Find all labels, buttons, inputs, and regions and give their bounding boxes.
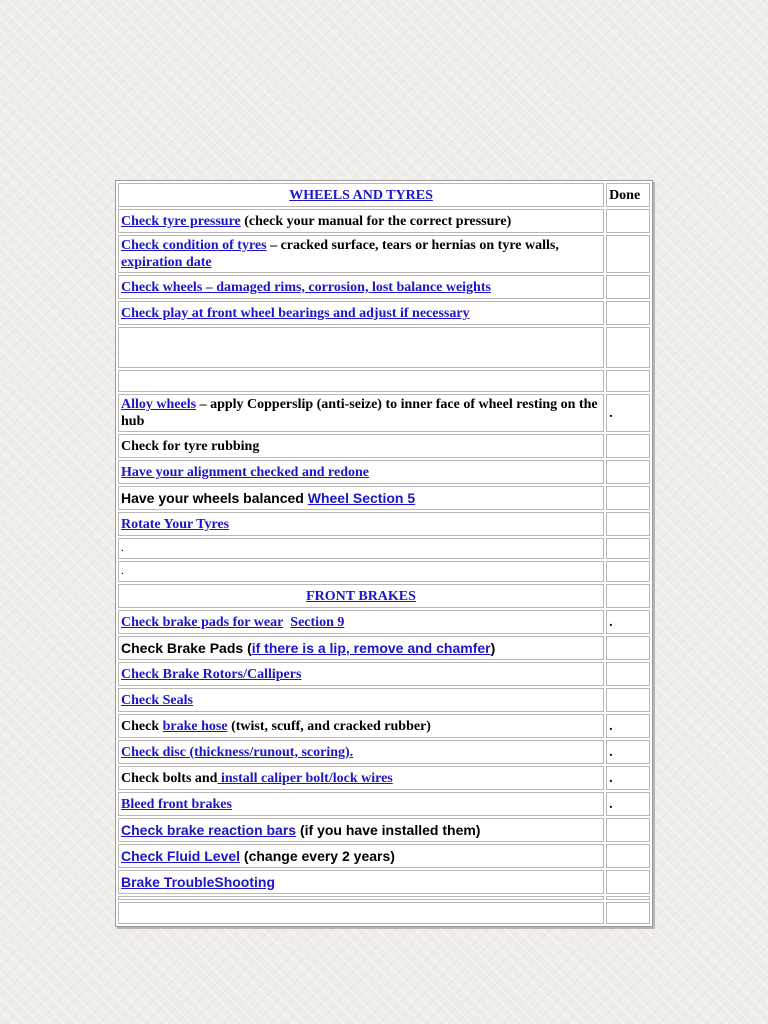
alignment-link[interactable]: Have your alignment checked and redone xyxy=(121,464,369,480)
row-text: (if you have installed them) xyxy=(296,821,481,838)
done-cell xyxy=(606,486,650,510)
done-cell xyxy=(606,512,650,536)
maintenance-checklist-table xyxy=(115,180,653,927)
done-cell xyxy=(606,896,650,900)
brake-rotors-callipers-link[interactable]: Check Brake Rotors/Callipers xyxy=(121,666,302,682)
empty-cell xyxy=(118,370,604,392)
done-cell xyxy=(606,235,650,273)
row-text: . xyxy=(118,561,604,582)
row-text: Check for tyre rubbing xyxy=(118,434,604,458)
table-row xyxy=(118,714,650,738)
row-text: (check your manual for the correct pressure) xyxy=(240,213,512,229)
check-front-wheel-bearings-link[interactable]: Check play at front wheel bearings and adjust if necessary xyxy=(121,305,470,321)
empty-cell xyxy=(118,896,604,900)
table-row xyxy=(118,870,650,894)
done-cell xyxy=(606,561,650,582)
row-text: – cracked surface, tears or hernias on tyre walls, xyxy=(266,238,559,253)
table-row-empty xyxy=(118,327,650,368)
row-text: . xyxy=(118,538,604,559)
done-cell xyxy=(606,636,650,660)
done-cell xyxy=(606,584,650,608)
check-brake-pads-link[interactable]: Check brake pads for wear xyxy=(121,614,284,630)
table-row xyxy=(118,844,650,868)
table-row xyxy=(118,512,650,536)
rotate-tyres-link[interactable]: Rotate Your Tyres xyxy=(121,516,230,532)
done-cell xyxy=(606,870,650,894)
table-row xyxy=(118,662,650,686)
table-row xyxy=(118,235,650,273)
table-row xyxy=(118,538,650,559)
table-row xyxy=(118,460,650,484)
front-brakes-heading[interactable]: FRONT BRAKES xyxy=(118,584,604,608)
row-text: Check Brake Pads ( xyxy=(121,639,252,656)
done-cell: . xyxy=(606,766,650,790)
check-disc-link[interactable]: Check disc (thickness/runout, scoring). xyxy=(121,744,354,760)
done-cell xyxy=(606,370,650,392)
brake-troubleshooting-link[interactable]: Brake TroubleShooting xyxy=(121,873,276,890)
done-cell xyxy=(606,460,650,484)
table-row xyxy=(118,636,650,660)
row-text: ) xyxy=(490,639,496,656)
table-row xyxy=(118,275,650,299)
row-text: (twist, scuff, and cracked rubber) xyxy=(227,718,431,734)
done-cell: . xyxy=(606,740,650,764)
table-header-row xyxy=(118,584,650,608)
table-row xyxy=(118,688,650,712)
table-row-empty xyxy=(118,896,650,900)
table-row xyxy=(118,740,650,764)
bleed-front-brakes-link[interactable]: Bleed front brakes xyxy=(121,796,232,812)
caliper-bolt-link[interactable]: install caliper bolt/lock wires xyxy=(217,770,393,786)
done-cell xyxy=(606,327,650,368)
done-cell xyxy=(606,844,650,868)
done-cell: . xyxy=(606,610,650,634)
empty-cell xyxy=(118,902,604,924)
row-text: Check bolts and xyxy=(121,770,218,786)
alloy-wheels-link[interactable]: Alloy wheels xyxy=(121,397,197,412)
table-row-empty xyxy=(118,370,650,392)
done-cell: . xyxy=(606,792,650,816)
done-column-heading: Done xyxy=(606,183,650,207)
table-row xyxy=(118,610,650,634)
wheel-section-5-link[interactable]: Wheel Section 5 xyxy=(307,489,416,506)
done-cell xyxy=(606,209,650,233)
done-cell xyxy=(606,275,650,299)
done-cell xyxy=(606,301,650,325)
row-text: Check xyxy=(121,718,163,734)
brake-hose-link[interactable]: brake hose xyxy=(162,718,228,734)
check-tyre-pressure-link[interactable]: Check tyre pressure xyxy=(121,213,241,229)
done-cell xyxy=(606,538,650,559)
section-9-link[interactable]: Section 9 xyxy=(290,614,345,630)
table-row xyxy=(118,766,650,790)
done-cell xyxy=(606,818,650,842)
expiration-date-link[interactable]: expiration date xyxy=(121,255,212,270)
row-text: Have your wheels balanced xyxy=(121,489,308,506)
done-cell xyxy=(606,688,650,712)
table-row xyxy=(118,434,650,458)
empty-cell xyxy=(118,327,604,368)
row-text: – apply Copperslip (anti-seize) to inner face of wheel resting on the hub xyxy=(121,397,598,429)
table-header-row xyxy=(118,183,650,207)
row-text: (change every 2 years) xyxy=(240,847,395,864)
done-cell xyxy=(606,902,650,924)
check-fluid-level-link[interactable]: Check Fluid Level xyxy=(121,847,241,864)
table-row xyxy=(118,792,650,816)
table-row xyxy=(118,486,650,510)
table-row xyxy=(118,301,650,325)
table-row xyxy=(118,394,650,432)
done-cell xyxy=(606,434,650,458)
check-condition-of-tyres-link[interactable]: Check condition of tyres xyxy=(121,238,267,253)
done-cell xyxy=(606,662,650,686)
table-row xyxy=(118,818,650,842)
table-row-empty xyxy=(118,902,650,924)
done-cell: . xyxy=(606,714,650,738)
check-wheels-link[interactable]: Check wheels – damaged rims, corrosion, lost balance weights xyxy=(121,279,491,295)
brake-reaction-bars-link[interactable]: Check brake reaction bars xyxy=(121,821,297,838)
table-row xyxy=(118,561,650,582)
done-cell: . xyxy=(606,394,650,432)
wheels-and-tyres-heading[interactable]: WHEELS AND TYRES xyxy=(118,183,604,207)
check-seals-link[interactable]: Check Seals xyxy=(121,692,193,708)
table-row xyxy=(118,209,650,233)
lip-chamfer-link[interactable]: if there is a lip, remove and chamfer xyxy=(251,639,491,656)
